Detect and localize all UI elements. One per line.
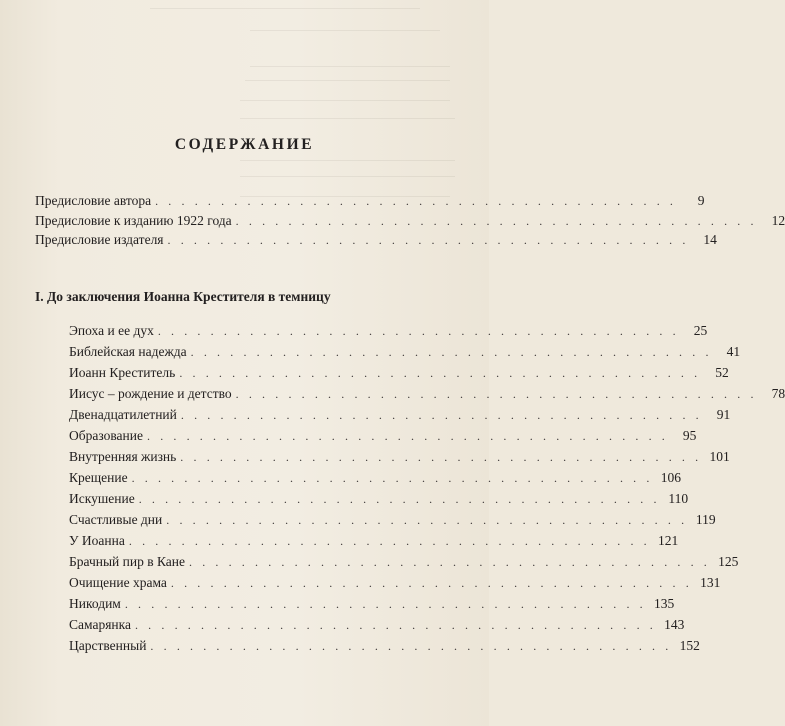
dot-leader: . . . . . . . . . . . . . . . . . . . . . . . . . . . . . . . . . . . . . . . . — [134, 618, 657, 632]
dot-leader: . . . . . . . . . . . . . . . . . . . . . . . . . . . . . . . . . . . . . . . . — [179, 366, 701, 380]
chapter-entry — [69, 343, 741, 361]
chapter-page: 135 — [654, 596, 675, 611]
section-title: I. До заключения Иоанна Крестителя в темницу — [35, 289, 331, 304]
chapter-page: 131 — [700, 575, 721, 590]
chapter-page: 25 — [693, 323, 708, 338]
dot-leader: . . . . . . . . . . . . . . . . . . . . . . . . . . . . . . . . . . . . . . . . — [180, 450, 702, 464]
dot-leader: . . . . . . . . . . . . . . . . . . . . . . . . . . . . . . . . . . . . . . . . — [138, 492, 661, 506]
chapter-entry — [69, 511, 716, 529]
chapter-entry — [69, 322, 708, 340]
dot-leader: . . . . . . . . . . . . . . . . . . . . . . . . . . . . . . . . . . . . . . . . — [235, 214, 758, 228]
chapter-entry — [69, 553, 739, 571]
chapter-entry — [69, 469, 681, 487]
dot-leader: . . . . . . . . . . . . . . . . . . . . . . . . . . . . . . . . . . . . . . . . — [124, 597, 647, 611]
chapter-page: 41 — [726, 344, 741, 359]
chapter-entry — [69, 406, 731, 424]
chapter-title: Брачный пир в Кане — [69, 554, 185, 569]
dot-leader: . . . . . . . . . . . . . . . . . . . . . . . . . . . . . . . . . . . . . . . . — [180, 408, 703, 422]
chapter-title: Двенадцатилетний — [69, 407, 177, 422]
chapter-page: 101 — [709, 449, 730, 464]
chapter-title: Царственный — [69, 638, 147, 653]
chapter-entry — [69, 637, 700, 655]
chapter-page: 143 — [664, 617, 685, 632]
contents-heading: СОДЕРЖАНИЕ — [174, 136, 315, 153]
chapter-title: Иисус – рождение и детство — [69, 386, 232, 401]
toc-entry — [35, 192, 705, 210]
chapter-title: Образование — [69, 428, 143, 443]
dot-leader: . . . . . . . . . . . . . . . . . . . . . . . . . . . . . . . . . . . . . . . . — [128, 534, 651, 548]
dot-leader: . . . . . . . . . . . . . . . . . . . . . . . . . . . . . . . . . . . . . . . . — [131, 471, 653, 485]
chapter-page: 78 — [771, 386, 785, 401]
chapter-title: Крещение — [69, 470, 128, 485]
entry-title: Предисловие издателя — [35, 232, 164, 247]
chapter-page: 152 — [679, 638, 700, 653]
dot-leader: . . . . . . . . . . . . . . . . . . . . . . . . . . . . . . . . . . . . . . . . — [170, 576, 693, 590]
dot-leader: . . . . . . . . . . . . . . . . . . . . . . . . . . . . . . . . . . . . . . . . — [190, 345, 713, 359]
chapter-title: Счастливые дни — [69, 512, 163, 527]
dot-leader: . . . . . . . . . . . . . . . . . . . . . . . . . . . . . . . . . . . . . . . . — [167, 233, 689, 247]
entry-title: Предисловие к изданию 1922 года — [35, 213, 232, 228]
chapter-title: У Иоанна — [69, 533, 125, 548]
chapter-entry — [69, 385, 785, 403]
dot-leader: . . . . . . . . . . . . . . . . . . . . . . . . . . . . . . . . . . . . . . . . — [166, 513, 688, 527]
entry-page: 14 — [703, 232, 717, 247]
chapter-page: 52 — [715, 365, 729, 380]
show-through-bleed — [0, 0, 489, 210]
chapter-entry — [69, 364, 729, 382]
chapter-title: Внутренняя жизнь — [69, 449, 177, 464]
chapter-entry — [69, 574, 721, 592]
chapter-title: Самарянка — [69, 617, 131, 632]
chapter-page: 110 — [668, 491, 689, 506]
dot-leader: . . . . . . . . . . . . . . . . . . . . . . . . . . . . . . . . . . . . . . . . — [147, 429, 669, 443]
chapter-title: Никодим — [69, 596, 121, 611]
entry-page: 9 — [697, 193, 705, 208]
chapter-page: 121 — [658, 533, 679, 548]
dot-leader: . . . . . . . . . . . . . . . . . . . . . . . . . . . . . . . . . . . . . . . . — [150, 639, 672, 653]
dot-leader: . . . . . . . . . . . . . . . . . . . . . . . . . . . . . . . . . . . . . . . . — [157, 324, 680, 338]
chapter-page: 91 — [716, 407, 731, 422]
chapter-title: Очищение храма — [69, 575, 167, 590]
chapter-entry — [69, 532, 679, 550]
chapter-entry — [69, 490, 689, 508]
chapter-page: 119 — [695, 512, 716, 527]
entry-title: Предисловие автора — [35, 193, 152, 208]
chapter-title: Искушение — [69, 491, 135, 506]
chapter-title: Библейская надежда — [69, 344, 187, 359]
chapter-page: 125 — [718, 554, 739, 569]
chapter-entry — [69, 427, 697, 445]
toc-entry — [35, 212, 785, 230]
chapter-page: 106 — [660, 470, 681, 485]
toc-entry — [35, 231, 717, 249]
dot-leader: . . . . . . . . . . . . . . . . . . . . . . . . . . . . . . . . . . . . . . . . — [155, 194, 677, 208]
dot-leader: . . . . . . . . . . . . . . . . . . . . . . . . . . . . . . . . . . . . . . . . — [189, 555, 711, 569]
chapter-entry — [69, 616, 685, 634]
chapter-title: Эпоха и ее дух — [69, 323, 154, 338]
dot-leader: . . . . . . . . . . . . . . . . . . . . . . . . . . . . . . . . . . . . . . . . — [235, 387, 758, 401]
chapter-page: 95 — [682, 428, 697, 443]
chapter-entry — [69, 448, 730, 466]
chapter-entry — [69, 595, 675, 613]
entry-page: 12 — [771, 213, 785, 228]
chapter-title: Иоанн Креститель — [69, 365, 176, 380]
